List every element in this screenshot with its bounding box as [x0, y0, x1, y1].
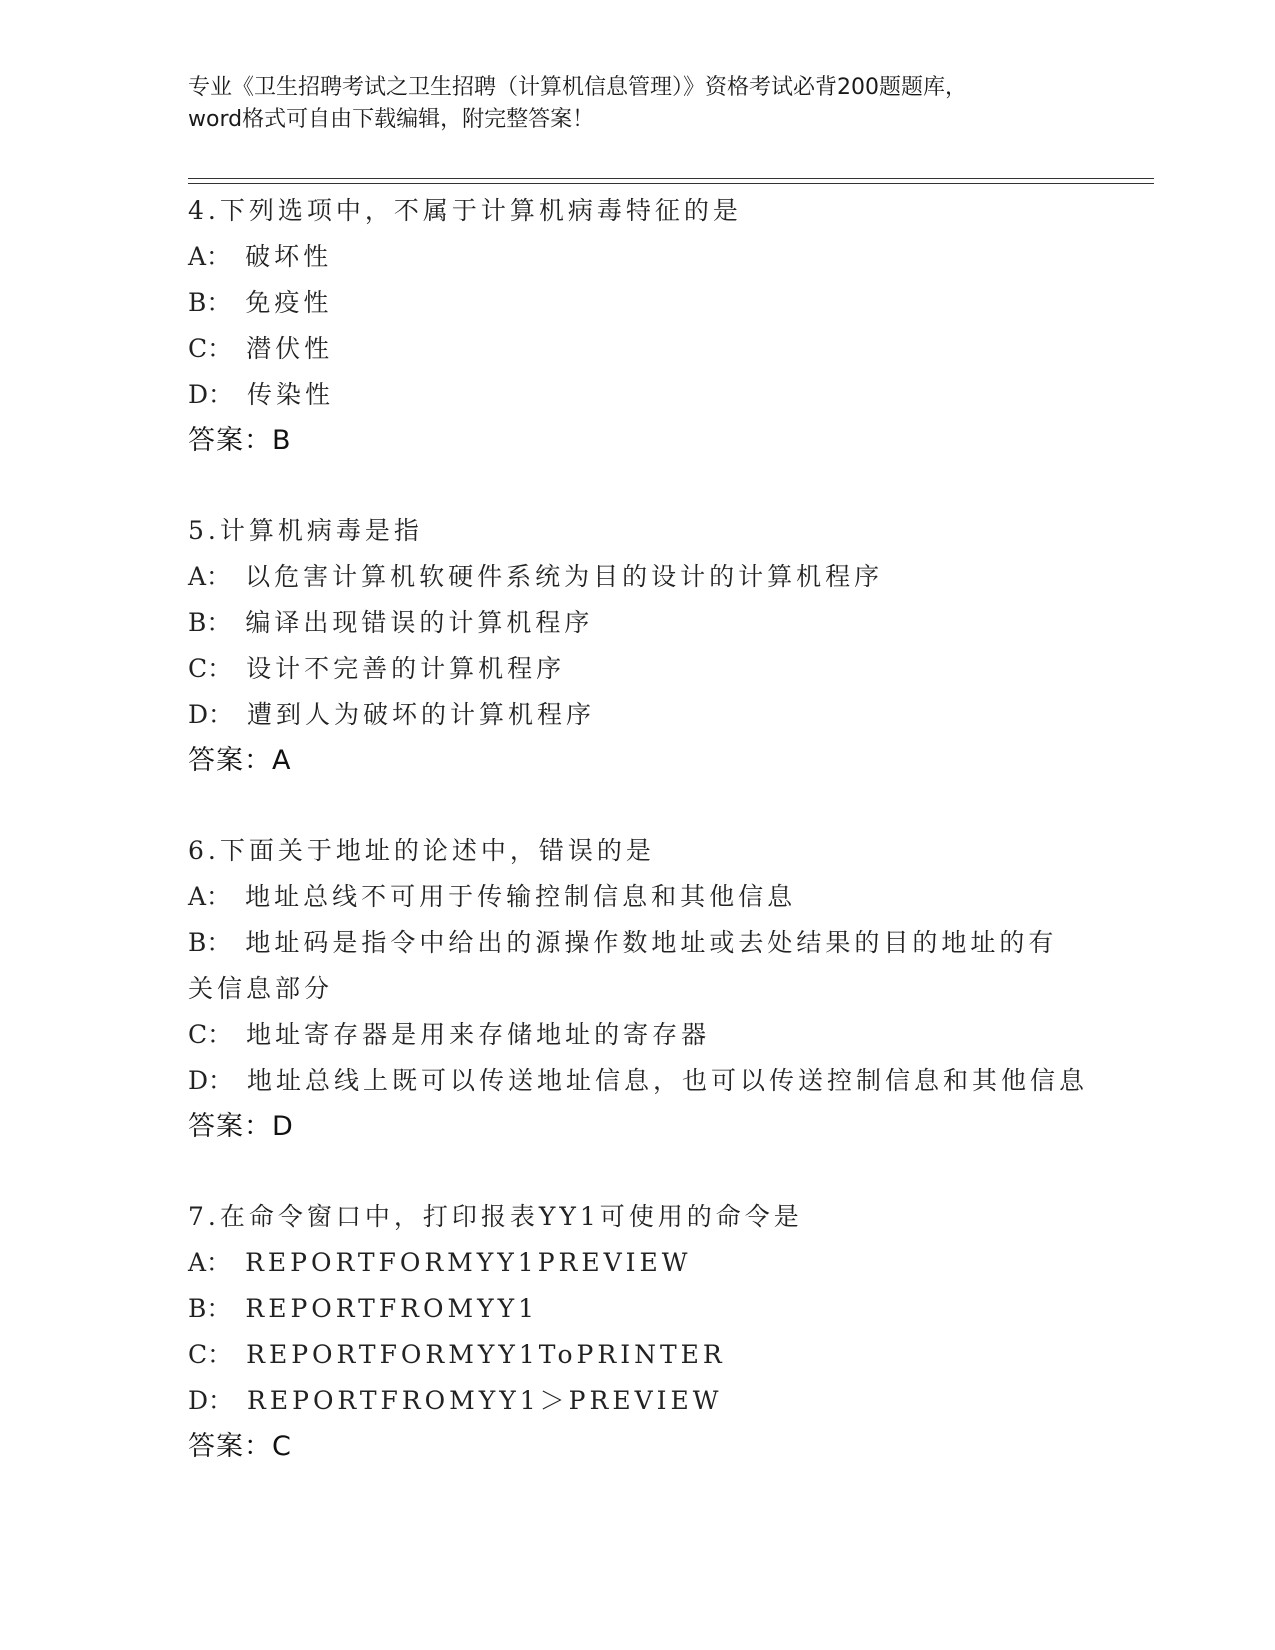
option-letter: A： [188, 562, 232, 591]
question-stem: 4.下列选项中，不属于计算机病毒特征的是 [188, 196, 742, 225]
answer-label: 答案：D [188, 1111, 294, 1142]
question-stem: 7.在命令窗口中，打印报表YY1可使用的命令是 [188, 1202, 803, 1231]
option-text: 遭到人为破坏的计算机程序 [247, 700, 596, 729]
option-letter: D： [188, 1386, 234, 1415]
question-7 [188, 1194, 1088, 1470]
option-b [188, 1286, 1088, 1332]
option-letter: B： [188, 608, 232, 637]
option-letter: B： [188, 928, 232, 957]
option-text: REPORTFROMYY1＞PREVIEW [247, 1386, 723, 1415]
option-text: REPORTFORMYY1ToPRINTER [246, 1340, 726, 1369]
option-d [188, 692, 1088, 738]
option-letter: D： [188, 380, 234, 409]
option-letter: D： [188, 1066, 234, 1095]
option-text: 地址总线上既可以传送地址信息，也可以传送控制信息和其他信息 [247, 1066, 1089, 1095]
option-letter: A： [188, 882, 232, 911]
question-6 [188, 828, 1088, 1150]
option-letter: C： [188, 1020, 233, 1049]
header-line-1: 专业《卫生招聘考试之卫生招聘（计算机信息管理）》资格考试必背200题题库， [188, 75, 967, 100]
header-divider-top [188, 178, 1154, 179]
option-a [188, 554, 1088, 600]
option-c [188, 1332, 1088, 1378]
option-letter: A： [188, 242, 232, 271]
option-letter: C： [188, 1340, 233, 1369]
option-a [188, 1240, 1088, 1286]
option-a [188, 234, 1088, 280]
option-letter: A： [188, 1248, 232, 1277]
option-letter: B： [188, 288, 232, 317]
header-divider-bottom [188, 183, 1154, 184]
option-c [188, 326, 1088, 372]
option-a [188, 874, 1088, 920]
option-letter: C： [188, 654, 233, 683]
option-text: 设计不完善的计算机程序 [246, 654, 566, 683]
question-5 [188, 508, 1088, 784]
answer-label: 答案：A [188, 745, 292, 776]
option-text: 潜伏性 [246, 334, 334, 363]
option-c [188, 646, 1088, 692]
header-line-2: word格式可自由下载编辑，附完整答案！ [188, 107, 595, 132]
option-text: 地址寄存器是用来存储地址的寄存器 [246, 1020, 711, 1049]
option-d [188, 1058, 1088, 1104]
option-c [188, 1012, 1088, 1058]
option-b [188, 600, 1088, 646]
option-text: 地址码是指令中给出的源操作数地址或去处结果的目的地址的有关信息部分 [188, 928, 1058, 1003]
option-letter: D： [188, 700, 234, 729]
option-d [188, 372, 1088, 418]
question-4 [188, 188, 1088, 464]
option-b [188, 280, 1088, 326]
option-text: 免疫性 [245, 288, 333, 317]
question-list [188, 188, 1088, 1514]
option-text: 传染性 [247, 380, 335, 409]
document-header [188, 72, 1088, 136]
option-letter: B： [188, 1294, 232, 1323]
option-letter: C： [188, 334, 233, 363]
option-text: 地址总线不可用于传输控制信息和其他信息 [245, 882, 797, 911]
question-stem: 5.计算机病毒是指 [188, 516, 423, 545]
option-d [188, 1378, 1088, 1424]
option-b [188, 920, 1078, 1012]
option-text: 编译出现错误的计算机程序 [245, 608, 594, 637]
option-text: 破坏性 [245, 242, 333, 271]
answer-label: 答案：C [188, 1431, 292, 1462]
answer-label: 答案：B [188, 425, 292, 456]
question-stem: 6.下面关于地址的论述中，错误的是 [188, 836, 655, 865]
option-text: 以危害计算机软硬件系统为目的设计的计算机程序 [245, 562, 884, 591]
option-text: REPORTFROMYY1 [245, 1294, 538, 1323]
option-text: REPORTFORMYY1PREVIEW [245, 1248, 692, 1277]
